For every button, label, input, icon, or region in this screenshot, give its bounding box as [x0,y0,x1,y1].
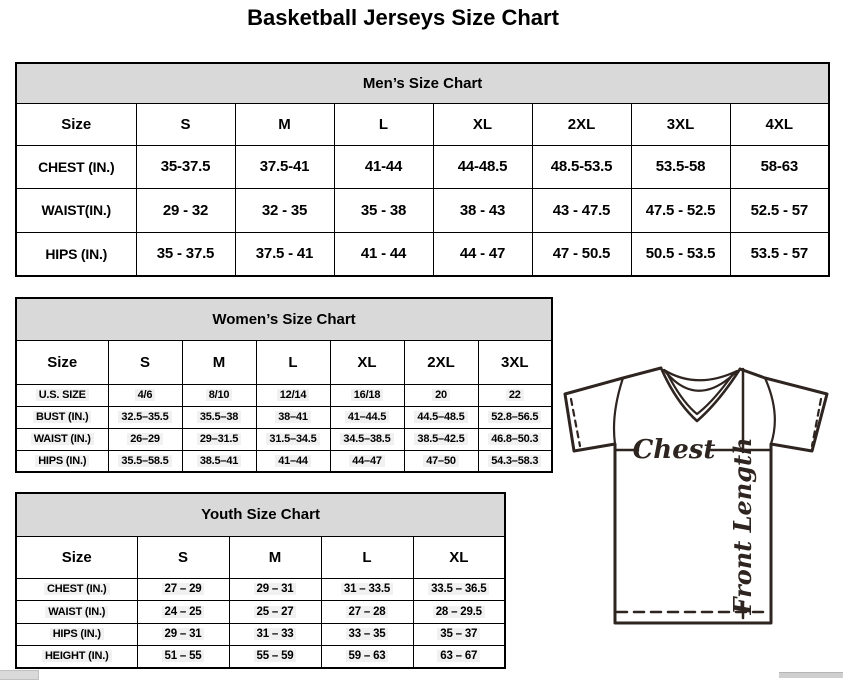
vneck-outer [661,368,740,421]
size-value-cell: 51 – 55 [137,645,229,668]
row-label: WAIST(IN.) [16,188,136,232]
row-label: WAIST (IN.) [16,428,108,450]
size-value-cell: 25 – 27 [229,600,321,623]
size-value-cell: 41–44 [256,450,330,472]
size-value-cell: 31.5–34.5 [256,428,330,450]
table-row [16,428,552,450]
mens-col-header: 3XL [631,103,730,145]
size-value-cell: 41 - 44 [334,232,433,276]
size-value-cell: 33 – 35 [321,623,413,645]
size-value-cell: 38 - 43 [433,188,532,232]
row-label: HIPS (IN.) [16,450,108,472]
womens-col-header: XL [330,340,404,384]
size-value-cell: 55 – 59 [229,645,321,668]
size-value-cell: 44-48.5 [433,145,532,188]
size-value-cell: 35 – 37 [413,623,505,645]
size-value-cell: 32.5–35.5 [108,406,182,428]
youth-col-header: S [137,536,229,578]
size-value-cell: 52.5 - 57 [730,188,829,232]
size-value-cell: 20 [404,384,478,406]
size-value-cell: 35.5–58.5 [108,450,182,472]
jersey-outline [565,368,827,623]
mens-col-header-size: Size [16,103,136,145]
size-value-cell: 8/10 [182,384,256,406]
table-row [16,600,505,623]
womens-table-title: Women’s Size Chart [16,298,552,340]
size-value-cell: 47–50 [404,450,478,472]
table-row [16,645,505,668]
size-value-cell: 35-37.5 [136,145,235,188]
size-value-cell: 32 - 35 [235,188,334,232]
youth-col-header-size: Size [16,536,137,578]
size-value-cell: 26–29 [108,428,182,450]
mens-col-header: 4XL [730,103,829,145]
womens-col-header: M [182,340,256,384]
table-row [16,578,505,600]
womens-size-table [15,297,553,473]
table-row [16,188,829,232]
table-row [16,384,552,406]
table-row [16,145,829,188]
size-value-cell: 33.5 – 36.5 [413,578,505,600]
mens-size-table [15,62,830,277]
youth-table-title: Youth Size Chart [16,493,505,536]
size-value-cell: 27 – 28 [321,600,413,623]
size-value-cell: 28 – 29.5 [413,600,505,623]
size-value-cell: 12/14 [256,384,330,406]
youth-col-header: XL [413,536,505,578]
row-label: HIPS (IN.) [16,623,137,645]
size-value-cell: 16/18 [330,384,404,406]
table-row [16,232,829,276]
youth-col-header: M [229,536,321,578]
womens-col-header: 2XL [404,340,478,384]
size-value-cell: 53.5-58 [631,145,730,188]
size-value-cell: 38.5–42.5 [404,428,478,450]
armhole-seam-right [765,378,775,444]
size-value-cell: 41-44 [334,145,433,188]
size-value-cell: 29–31.5 [182,428,256,450]
mens-col-header: 2XL [532,103,631,145]
size-value-cell: 43 - 47.5 [532,188,631,232]
size-value-cell: 31 – 33.5 [321,578,413,600]
row-label: WAIST (IN.) [16,600,137,623]
row-label: HIPS (IN.) [16,232,136,276]
table-row [16,450,552,472]
size-value-cell: 35 - 37.5 [136,232,235,276]
mens-col-header: XL [433,103,532,145]
size-value-cell: 46.8–50.3 [478,428,552,450]
table-row [16,406,552,428]
size-value-cell: 59 – 63 [321,645,413,668]
womens-col-header: S [108,340,182,384]
womens-col-header: L [256,340,330,384]
size-value-cell: 54.3–58.3 [478,450,552,472]
size-value-cell: 50.5 - 53.5 [631,232,730,276]
jersey-measurement-diagram [560,364,832,628]
size-value-cell: 27 – 29 [137,578,229,600]
chest-label: Chest [632,435,716,465]
size-value-cell: 37.5 - 41 [235,232,334,276]
size-value-cell: 58-63 [730,145,829,188]
size-value-cell: 31 – 33 [229,623,321,645]
mens-col-header: S [136,103,235,145]
size-value-cell: 22 [478,384,552,406]
youth-col-header: L [321,536,413,578]
page-title: Basketball Jerseys Size Chart [247,5,559,30]
womens-col-header: 3XL [478,340,552,384]
size-value-cell: 29 - 32 [136,188,235,232]
collar-arc-outer [664,370,737,380]
row-label: U.S. SIZE [16,384,108,406]
size-value-cell: 38.5–41 [182,450,256,472]
size-value-cell: 63 – 67 [413,645,505,668]
size-value-cell: 24 – 25 [137,600,229,623]
size-value-cell: 52.8–56.5 [478,406,552,428]
size-value-cell: 44 - 47 [433,232,532,276]
youth-size-table [15,492,506,669]
size-value-cell: 53.5 - 57 [730,232,829,276]
mens-table-title: Men’s Size Chart [16,63,829,103]
size-value-cell: 48.5-53.5 [532,145,631,188]
size-value-cell: 38–41 [256,406,330,428]
armhole-seam-left [614,378,623,444]
row-label: CHEST (IN.) [16,578,137,600]
jersey-diagram-svg [560,364,832,628]
size-value-cell: 35.5–38 [182,406,256,428]
size-value-cell: 47.5 - 52.5 [631,188,730,232]
size-value-cell: 37.5-41 [235,145,334,188]
size-value-cell: 29 – 31 [229,578,321,600]
size-value-cell: 44–47 [330,450,404,472]
row-label: HEIGHT (IN.) [16,645,137,668]
row-label: BUST (IN.) [16,406,108,428]
table-row [16,623,505,645]
mens-col-header: M [235,103,334,145]
womens-col-header-size: Size [16,340,108,384]
size-value-cell: 29 – 31 [137,623,229,645]
mens-col-header: L [334,103,433,145]
size-value-cell: 47 - 50.5 [532,232,631,276]
size-value-cell: 4/6 [108,384,182,406]
size-value-cell: 35 - 38 [334,188,433,232]
size-value-cell: 44.5–48.5 [404,406,478,428]
row-label: CHEST (IN.) [16,145,136,188]
size-value-cell: 41–44.5 [330,406,404,428]
horizontal-scrollbar-fragment-right[interactable] [779,672,843,678]
front-length-label: Front Length [728,437,757,615]
size-value-cell: 34.5–38.5 [330,428,404,450]
